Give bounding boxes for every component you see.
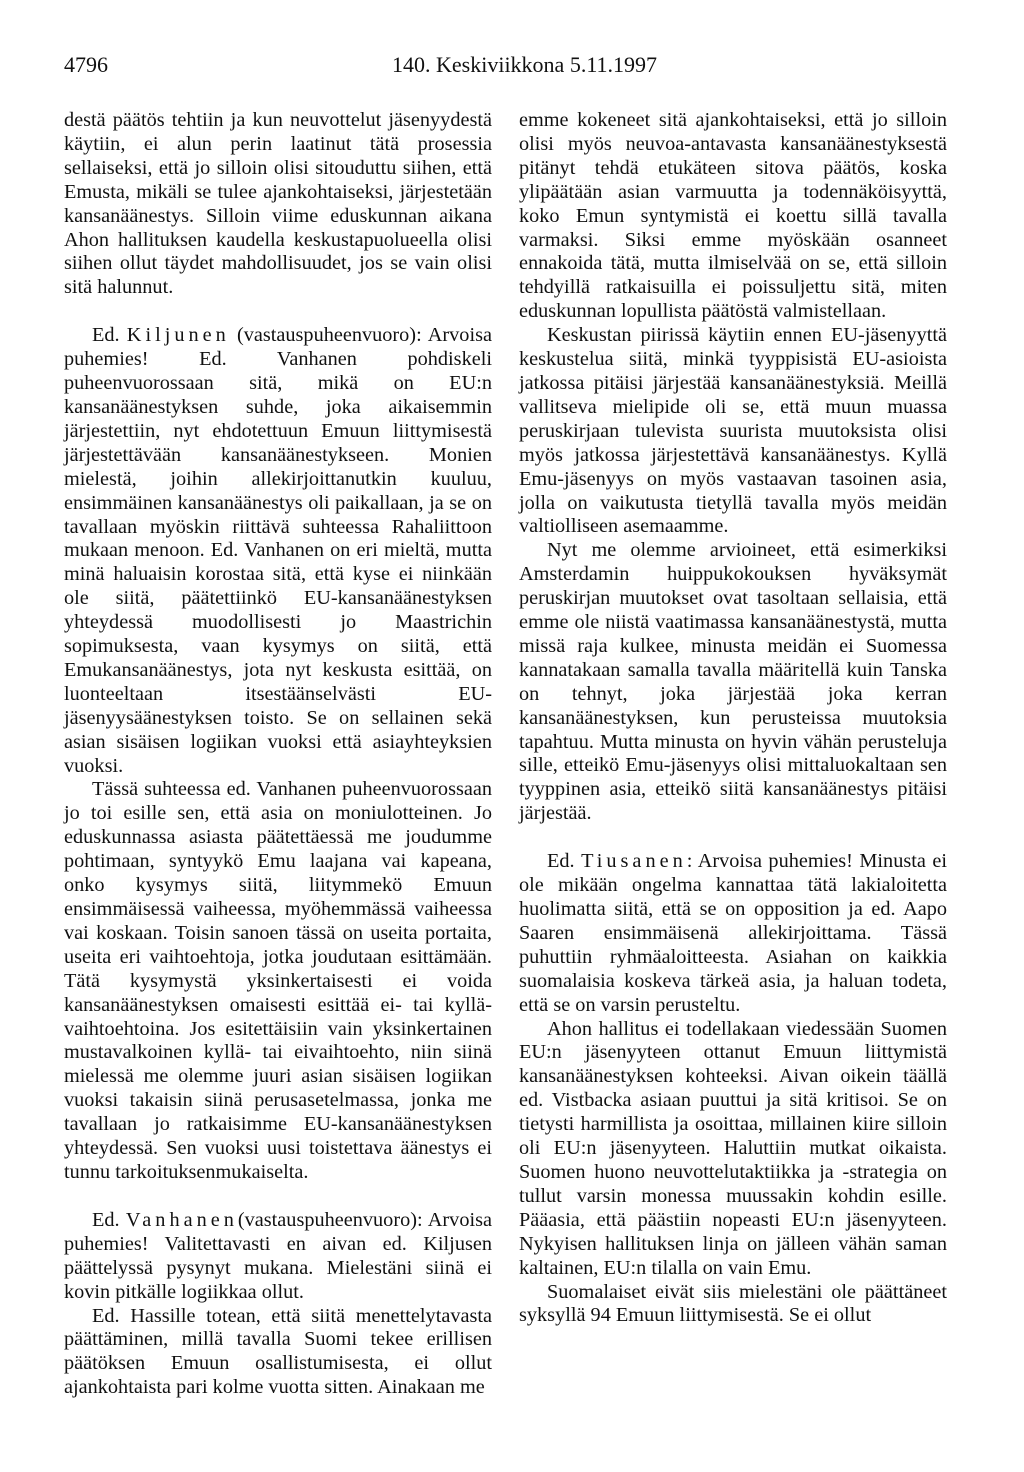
session-title: 140. Keskiviikkona 5.11.1997 bbox=[392, 52, 657, 77]
page-number: 4796 bbox=[64, 52, 108, 77]
speech-text: : Arvoisa puhemies! Minusta ei ole mikään ongelma kannattaa tätä lakialoitetta huolimatta siitä, että se on opposition ja ed. Aapo Saaren ensimmäisenä allekirjoittama. Tässä puhuttiin ryhmäaloitteesta. Asiahan on kaikkia suomalaisia koskeva tärkeä asia, ja haluan todeta, että se on varsin perusteltu. bbox=[519, 850, 947, 1016]
speaker-prefix: Ed. bbox=[92, 1208, 120, 1231]
paragraph: destä päätös tehtiin ja kun neuvottelut jäsenyydestä käytiin, ei alun perin laatinut tätä prosessia sellaiseksi, että jo silloin olisi sitouduttu siihen, että Emusta, mikäli se tulee ajankohtaiseksi, järjestetään kansanäänestys. Silloin viime eduskunnan aikana Ahon hallituksen kaudella keskustapuolueella olisi siihen ollut täydet mahdollisuudet, jos se vain olisi sitä halunnut. bbox=[64, 109, 492, 299]
left-column bbox=[64, 109, 492, 1400]
speech-text: (vastauspuheenvuoro): Arvoisa puhemies! Ed. Vanhanen pohdiskeli puheenvuorossaan sitä, mikä on EU:n kansanäänestyksen suhde, joka aikaisemmin järjestettiin, nyt ehdotettuun Emuun liittymisestä järjestettävään kansanäänestykseen. Monien mielestä, joihin allekirjoittanutkin kuuluu, ensimmäinen kansanäänestys oli paikallaan, ja se on tavallaan myöskin riittävä suhteessa Rahaliittoon mukaan menoon. Ed. Vanhanen on eri mieltä, mutta minä haluaisin korostaa sitä, että kyse ei niinkään ole siitä, päätettiinkö EU-kansanäänestyksen yhteydessä muodollisesti jo Maastrichin sopimuksesta, vaan kysymys on siitä, että Emukansanäänestys, jota nyt keskusta esittää, on luonteeltaan itsestäänselvästi EU-jäsenyysäänestyksen toisto. Se on sellainen sekä asian sisäisen logiikan vuoksi että asiayhteyksien vuoksi. bbox=[64, 324, 492, 777]
right-column bbox=[519, 109, 947, 1328]
paragraph: Nyt me olemme arvioineet, että esimerkiksi Amsterdamin huippukokouksen hyväksymät peruskirjan muutokset ovat tasoltaan sellaisia, että emme ole niistä vaatimassa kansanäänestystä, mutta missä raja kulkee, minusta meidän ei Suomessa kannatakaan samalla tavalla määritellä kuin Tanska on tehnyt, joka järjestää joka kerran kansanäänestyksen, kun perusteissa muutoksia tapahtuu. Mutta minusta on hyvin vähän perusteluja sille, etteikö Emu-jäsenyys olisi mittaluokaltaan sen tyyppinen asia, etteikö siitä kansanäänestys pitäisi järjestää. bbox=[519, 539, 947, 825]
speech-text: (vastauspuheenvuoro): Arvoisa puhemies! Valitettavasti en aivan ed. Kiljusen päättelyssä pysynyt mukana. Mielestäni siinä ei kovin pitkälle logiikkaa ollut. bbox=[64, 1208, 492, 1303]
speech-vanhanen bbox=[64, 1209, 492, 1305]
page-header bbox=[64, 52, 964, 82]
speech-tiusanen bbox=[519, 850, 947, 1017]
paragraph: Suomalaiset eivät siis mielestäni ole päättäneet syksyllä 94 Emuun liittymisestä. Se ei ollut bbox=[519, 1280, 947, 1327]
paragraph: Ed. Hassille totean, että siitä menettelytavasta päättäminen, millä tavalla Suomi tekee erillisen päätöksen Emuun osallistumisesta, ei ollut ajankohtaista pari kolme vuotta sitten. Ainakaan me bbox=[64, 1304, 492, 1399]
paragraph: Ahon hallitus ei todellakaan viedessään Suomen EU:n jäsenyyteen ottanut Emuun liittymistä kansanäänestyksen kohteeksi. Aivan oikein täällä ed. Vistbacka asiaan puuttui ja sitä kritisoi. Se on tietysti harmillista ja osoittaa, millainen kiire silloin oli EU:n jäsenyyteen. Haluttiin mutkat oikaista. Suomen huono neuvottelutaktiikka ja -strategia on tullut varsin monessa muussakin kohdin esille. Pääasia, että päästiin nopeasti EU:n jäsenyyteen. Nykyisen hallituksen linja on jälleen vähän saman kaltainen, EU:n tilalla on vain Emu. bbox=[519, 1017, 947, 1279]
speaker-name: Kiljunen bbox=[126, 324, 230, 347]
speaker-name: Tiusanen bbox=[581, 850, 687, 873]
paragraph: Keskustan piirissä käytiin ennen EU-jäsenyyttä keskustelua siitä, minkä tyyppisistä EU-asioista jatkossa pitäisi järjestää kansanäänestyksiä. Meillä vallitseva mielipide oli se, että muun muassa peruskirjaan tulevista suurista muutoksista olisi myös jatkossa järjestettävä kansanäänestys. Kyllä Emu-jäsenyys on myös vastaavan tasoinen asia, jolla on vaikutusta tietyllä tavalla myös meidän valtiolliseen asemaamme. bbox=[519, 324, 947, 538]
paragraph: emme kokeneet sitä ajankohtaiseksi, että jo silloin olisi myös neuvoa-antavasta kansanäänestyksestä pitänyt tehdä etukäteen sitova päätös, koska ylipäätään asian varmuutta ja todennäköisyyttä, koko Emun syntymistä ei koettu sillä tavalla varmaksi. Siksi emme myöskään osanneet ennakoida tätä, mutta ilmiselvää on se, että silloin tehdyillä ratkaisuilla ei poissuljettu sitä, miten eduskunnan lopullista päätöstä valmistellaan. bbox=[519, 109, 947, 323]
speech-kiljunen bbox=[64, 324, 492, 778]
speaker-name: Vanhanen bbox=[125, 1208, 238, 1231]
speaker-prefix: Ed. bbox=[547, 850, 575, 873]
paragraph: Tässä suhteessa ed. Vanhanen puheenvuorossaan jo toi esille sen, että asia on moniulotteinen. Jo eduskunnassa asiasta päätettäessä me joudumme pohtimaan, syntyykö Emu laajana vai kapeana, onko kysymys siitä, liitymmekö Emuun ensimmäisessä vaiheessa, myöhemmässä vaiheessa vai koskaan. Toisin sanoen tässä on useita portaita, useita eri vaihtoehtoja, jotka joudutaan esittämään. Tätä kysymystä yksinkertaisesti ei voida kansanäänestyksen omaisesti esittää ei- tai kyllä-vaihtoehtoina. Jos esitettäisiin vain yksinkertainen mustavalkoinen kyllä- tai eivaihtoehto, niin siinä mielessä me olemme juuri asian sisäisen logiikan vuoksi takaisin siinä perusasetelmassa, jonka me tavallaan jo ratkaisimme EU-kansanäänestyksen yhteydessä. Sen vuoksi uusi toistettava äänestys ei tunnu tarkoituksenmukaiselta. bbox=[64, 778, 492, 1183]
speaker-prefix: Ed. bbox=[92, 324, 120, 347]
